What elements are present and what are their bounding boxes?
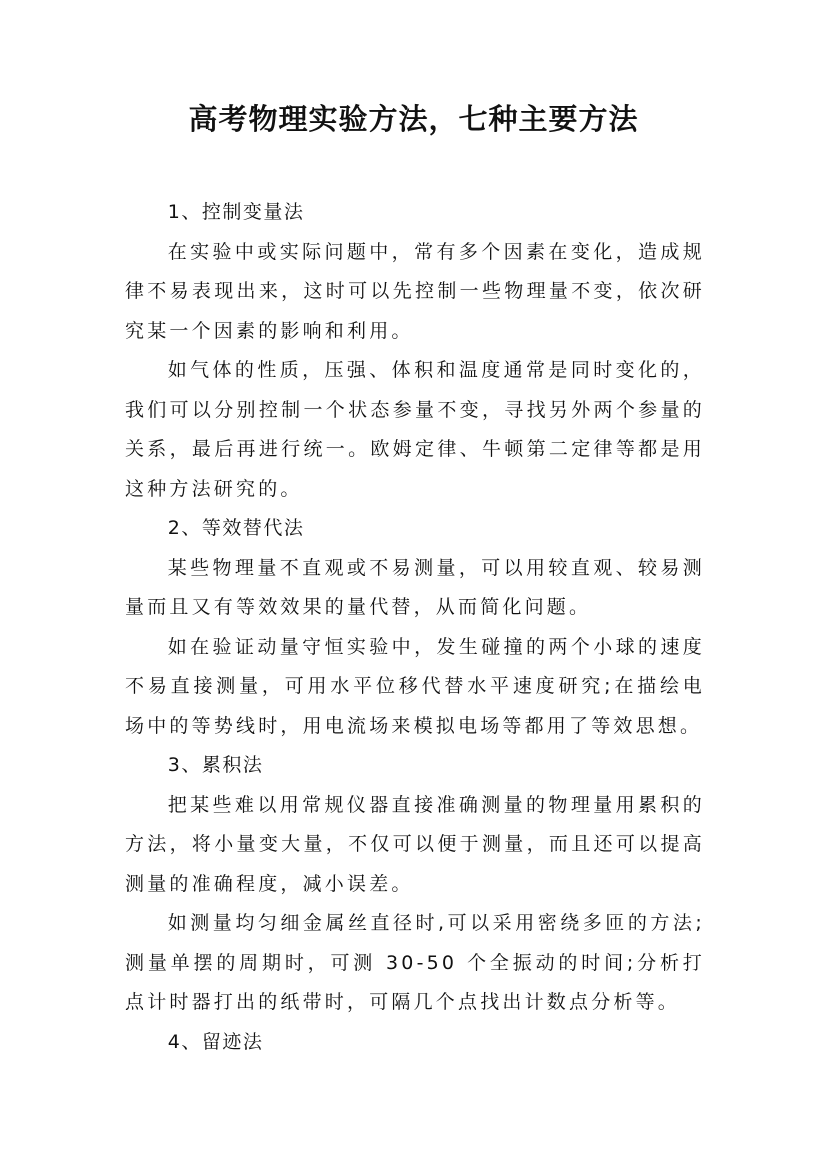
section-heading-trace: 4、留迹法 (167, 1030, 264, 1053)
document-body (125, 193, 705, 1062)
paragraph-control-variable-definition: 在实验中或实际问题中，常有多个因素在变化，造成规律不易表现出来，这时可以先控制一些物理量不变，依次研究某一个因素的影响和利用。 (125, 240, 705, 342)
section-heading-equivalent-substitution: 2、等效替代法 (167, 517, 305, 539)
paragraph-equivalent-substitution-definition: 某些物理量不直观或不易测量，可以用较直观、较易测量而且又有等效效果的量代替，从而简化问题。 (125, 556, 705, 618)
paragraph-accumulation-example: 如测量均匀细金属丝直径时,可以采用密绕多匝的方法;测量单摆的周期时，可测 30-50 个全振动的时间;分析打点计时器打出的纸带时，可隔几个点找出计数点分析等。 (125, 912, 705, 1013)
paragraph-control-variable-example: 如气体的性质，压强、体积和温度通常是同时变化的，我们可以分别控制一个状态参量不变，寻找另外两个参量的关系，最后再进行统一。欧姆定律、牛顿第二定律等都是用这种方法研究的。 (125, 359, 705, 500)
section-heading-control-variable: 1、控制变量法 (167, 201, 305, 223)
section-heading-accumulation: 3、累积法 (167, 754, 264, 776)
document-title: 高考物理实验方法，七种主要方法 (188, 102, 639, 136)
paragraph-equivalent-substitution-example: 如在验证动量守恒实验中，发生碰撞的两个小球的速度不易直接测量，可用水平位移代替水平速度研究;在描绘电场中的等势线时，用电流场来模拟电场等都用了等效思想。 (125, 635, 705, 737)
paragraph-accumulation-definition: 把某些难以用常规仪器直接准确测量的物理量用累积的方法，将小量变大量，不仅可以便于测量，而且还可以提高测量的准确程度，减小误差。 (125, 793, 705, 895)
